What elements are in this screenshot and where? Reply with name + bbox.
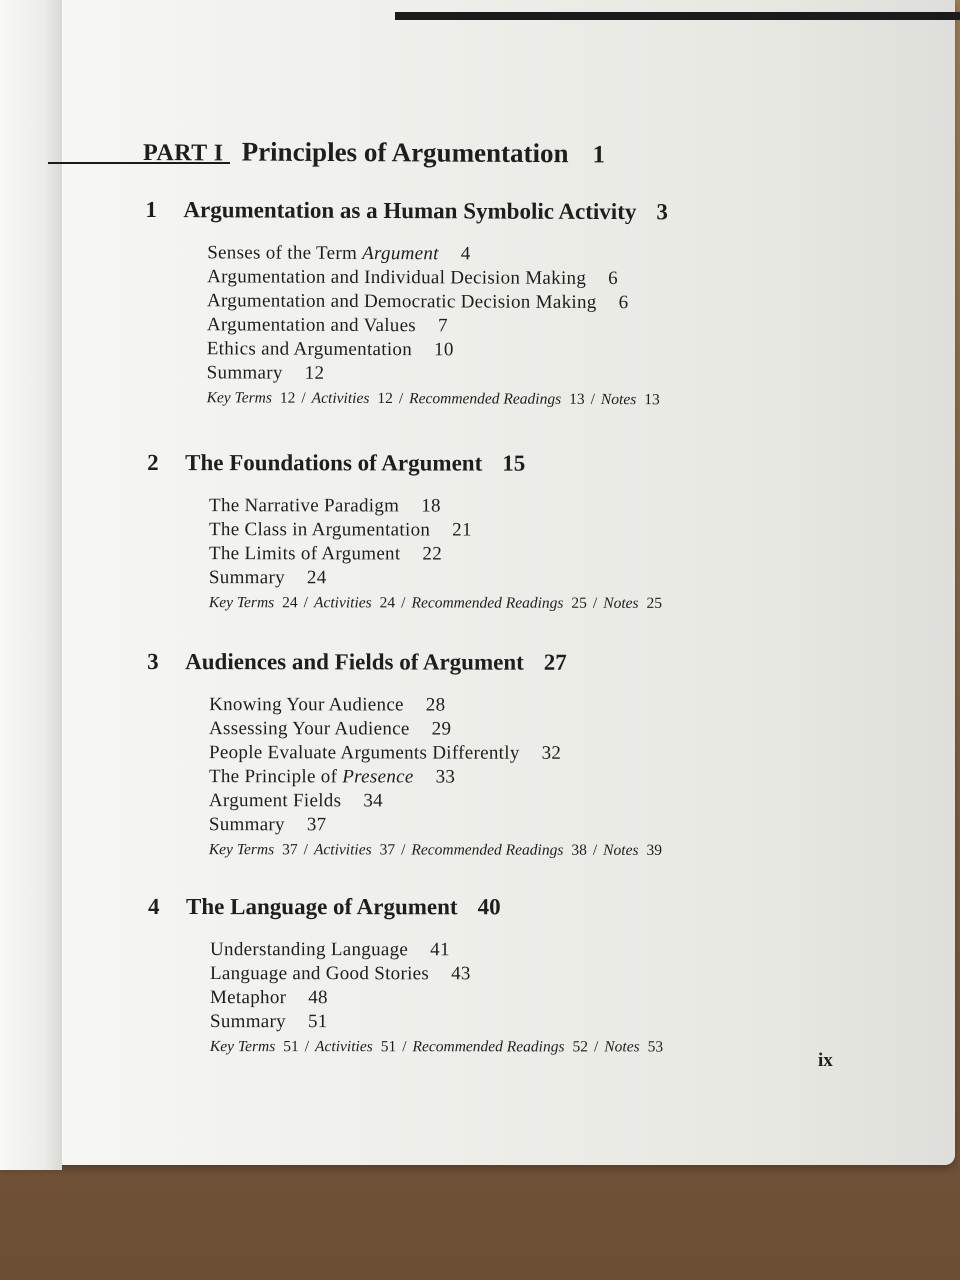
end-matter-label: Activities: [315, 1038, 373, 1056]
section-page-number: 51: [307, 1011, 328, 1033]
end-matter-page: 37: [282, 841, 298, 859]
end-matter-page: 51: [283, 1038, 299, 1056]
section-list: [209, 693, 668, 860]
end-matter-page: 53: [647, 1038, 664, 1056]
chapter-page-number: 15: [502, 450, 526, 476]
end-matter-page: 12: [377, 390, 393, 408]
end-matter-page: 39: [646, 841, 663, 859]
part-label: PART I: [142, 140, 224, 167]
end-matter-label: Recommended Readings: [411, 594, 564, 612]
section-entry: [209, 693, 668, 718]
end-matter-page: 12: [279, 389, 296, 407]
separator: /: [592, 841, 598, 859]
section-entry: [210, 962, 669, 986]
section-page-number: 21: [452, 519, 472, 541]
section-title: Assessing Your Audience: [209, 718, 410, 740]
chapter-number: 2: [147, 450, 159, 476]
chapter-4: [148, 894, 669, 1056]
section-page-number: 28: [425, 694, 446, 716]
chapter-title: The Foundations of Argument: [185, 450, 483, 476]
end-matter-line: [209, 841, 668, 860]
end-matter-label: Key Terms: [206, 389, 272, 407]
section-title: Argumentation and Values: [206, 314, 417, 337]
section-title: Senses of the Term: [207, 242, 363, 264]
end-matter-page: 24: [379, 594, 396, 612]
end-matter-line: [207, 389, 668, 409]
end-matter-label: Recommended Readings: [412, 1038, 565, 1056]
section-title: Summary: [208, 567, 285, 589]
section-page-number: 18: [421, 495, 441, 517]
chapter-number: 4: [148, 894, 160, 920]
section-title-emphasis: Argument: [362, 242, 439, 265]
end-matter-page: 13: [569, 390, 585, 408]
chapter-title: Audiences and Fields of Argument: [185, 649, 524, 675]
chapter-heading: [147, 649, 668, 676]
chapter-heading: [145, 197, 668, 225]
facing-page-edge: [0, 0, 62, 1170]
section-title: People Evaluate Arguments Differently: [208, 742, 520, 764]
end-matter-label: Activities: [311, 389, 370, 407]
chapter-title: The Language of Argument: [186, 894, 458, 920]
section-title: Summary: [206, 362, 283, 384]
end-matter-label: Notes: [603, 594, 639, 612]
section-page-number: 34: [363, 790, 383, 812]
part-title: Principles of Argumentation: [241, 136, 569, 169]
end-matter-page: 51: [380, 1038, 397, 1056]
section-page-number: 22: [422, 543, 443, 565]
section-entry: [209, 566, 668, 591]
separator: /: [401, 594, 406, 612]
separator: /: [590, 390, 595, 408]
chapter-page-number: 27: [543, 649, 567, 675]
end-matter-label: Recommended Readings: [411, 841, 564, 859]
section-entry: [209, 813, 668, 838]
section-entry: [210, 986, 669, 1010]
end-matter-page: 38: [571, 841, 587, 859]
section-entry: [209, 494, 668, 519]
separator: /: [398, 390, 404, 408]
end-matter-page: 25: [571, 594, 587, 612]
separator: /: [401, 841, 406, 859]
end-matter-page: 24: [282, 594, 298, 612]
end-matter-line: [209, 594, 668, 613]
section-page-number: 6: [608, 268, 619, 290]
section-entry: [209, 518, 668, 543]
separator: /: [303, 594, 309, 612]
section-title: The Principle of: [208, 766, 343, 788]
chapter-title: Argumentation as a Human Symbolic Activity: [183, 197, 637, 225]
section-entry: [207, 265, 668, 291]
chapter-1: [145, 197, 668, 409]
section-entry: [207, 361, 668, 387]
section-list: [209, 494, 668, 613]
folio: ix: [818, 1050, 833, 1071]
section-entry: [209, 542, 668, 567]
end-matter-page: 52: [572, 1038, 588, 1056]
separator: /: [402, 1038, 407, 1056]
section-page-number: 7: [437, 315, 448, 337]
section-page-number: 37: [306, 814, 327, 836]
separator: /: [593, 1038, 599, 1056]
chapter-page-number: 3: [656, 199, 668, 225]
end-matter-label: Activities: [313, 594, 372, 612]
chapter-number: 1: [145, 197, 157, 223]
chapter-heading: [147, 450, 668, 477]
section-entry: [210, 938, 669, 962]
section-page-number: 24: [306, 567, 327, 589]
end-matter-label: Key Terms: [208, 841, 275, 859]
separator: /: [304, 1038, 310, 1056]
chapter-3: [147, 649, 669, 860]
section-entry: [207, 313, 668, 339]
section-title: Metaphor: [209, 987, 287, 1009]
section-title: Summary: [208, 814, 285, 836]
section-list: [207, 241, 668, 409]
section-title: Argumentation and Individual Decision Making: [207, 266, 587, 289]
end-matter-page: 13: [644, 391, 660, 409]
end-matter-label: Activities: [313, 841, 372, 859]
section-page-number: 41: [430, 939, 450, 961]
section-page-number: 48: [308, 987, 328, 1009]
section-list: [210, 938, 669, 1056]
section-entry: [207, 241, 668, 267]
section-title: Language and Good Stories: [209, 963, 430, 985]
end-matter-label: Key Terms: [209, 1038, 276, 1056]
end-matter-label: Notes: [600, 390, 637, 409]
section-page-number: 12: [304, 362, 325, 384]
section-title: Understanding Language: [210, 939, 409, 961]
section-entry: [209, 717, 668, 742]
end-matter-label: Notes: [604, 1038, 640, 1056]
separator: /: [301, 389, 306, 407]
section-page-number: 29: [431, 718, 452, 740]
section-entry: [207, 337, 668, 363]
separator: /: [592, 594, 598, 612]
section-page-number: 43: [451, 963, 471, 985]
top-rule: [395, 12, 960, 20]
section-title-emphasis: Presence: [342, 766, 414, 788]
section-page-number: 4: [460, 243, 471, 265]
section-entry: [209, 741, 668, 766]
section-page-number: 10: [434, 339, 454, 361]
section-title: Summary: [209, 1011, 286, 1033]
section-entry: [209, 765, 668, 790]
section-entry: [207, 289, 668, 315]
end-matter-label: Recommended Readings: [409, 390, 562, 408]
part-heading: [143, 136, 605, 169]
end-matter-line: [210, 1038, 669, 1056]
end-matter-page: 25: [646, 594, 663, 612]
chapter-number: 3: [147, 649, 159, 675]
section-page-number: 32: [541, 742, 562, 764]
chapter-heading: [148, 894, 669, 920]
section-page-number: 33: [435, 766, 456, 788]
chapter-2: [147, 450, 668, 613]
end-matter-label: Notes: [603, 841, 639, 859]
section-title: The Limits of Argument: [208, 543, 401, 565]
section-entry: [210, 1010, 669, 1034]
section-title: Knowing Your Audience: [209, 694, 404, 716]
section-title: Argumentation and Democratic Decision Making: [206, 290, 597, 313]
end-matter-page: 37: [379, 841, 396, 859]
section-page-number: 6: [618, 292, 629, 314]
part-page-number: 1: [592, 141, 606, 169]
section-title: Argument Fields: [208, 790, 342, 812]
end-matter-label: Key Terms: [208, 594, 275, 612]
section-title: The Class in Argumentation: [208, 519, 431, 541]
section-title: The Narrative Paradigm: [209, 495, 400, 517]
section-entry: [209, 789, 668, 814]
chapter-page-number: 40: [477, 894, 501, 920]
separator: /: [303, 841, 308, 859]
section-title: Ethics and Argumentation: [206, 338, 413, 361]
